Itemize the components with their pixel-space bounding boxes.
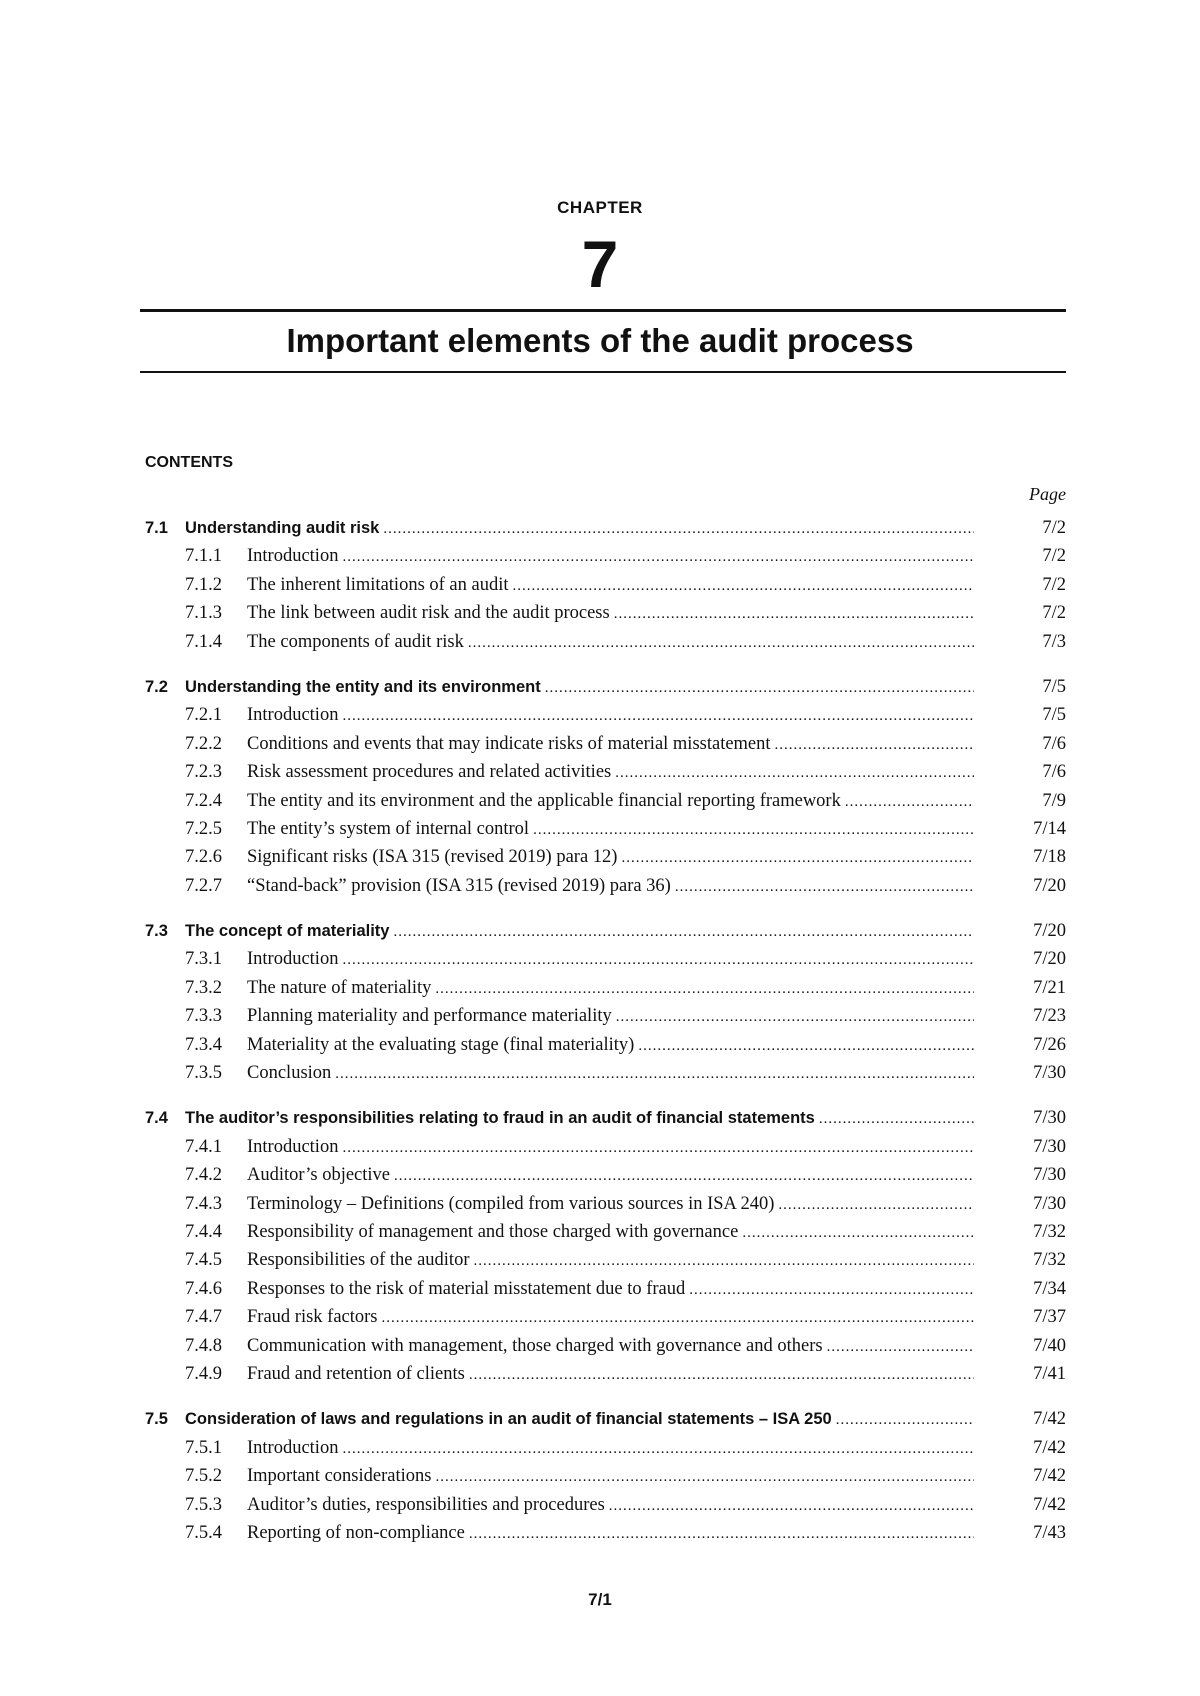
toc-section-number: 7.1 bbox=[145, 519, 168, 537]
toc-section-title: Consideration of laws and regulations in an audit of financial statements – ISA 250 bbox=[185, 1410, 832, 1429]
toc-subsection-row[interactable] bbox=[145, 1137, 1066, 1165]
toc-page-number: 7/43 bbox=[1033, 1522, 1066, 1543]
toc-subsection-row[interactable] bbox=[145, 1279, 1066, 1307]
dot-leader bbox=[513, 578, 974, 595]
dot-leader bbox=[342, 1140, 974, 1157]
toc-page-number: 7/6 bbox=[1042, 733, 1066, 754]
dot-leader bbox=[469, 1367, 974, 1384]
toc-page-number: 7/32 bbox=[1033, 1221, 1066, 1242]
toc-subsection-row[interactable] bbox=[145, 1495, 1066, 1523]
toc-subsection-number: 7.3.4 bbox=[185, 1034, 222, 1055]
dot-leader bbox=[819, 1111, 974, 1128]
toc-page-number: 7/5 bbox=[1042, 676, 1066, 697]
dot-leader bbox=[689, 1282, 974, 1299]
toc-page-number: 7/30 bbox=[1033, 1108, 1066, 1129]
toc-section bbox=[145, 921, 1066, 1091]
toc-subsection-title: Auditor’s objective bbox=[247, 1165, 391, 1186]
dot-leader bbox=[382, 1310, 975, 1327]
dot-leader bbox=[383, 521, 974, 538]
toc-page-number: 7/2 bbox=[1042, 546, 1066, 567]
toc-subsection-row[interactable] bbox=[145, 1250, 1066, 1278]
dot-leader bbox=[435, 1469, 974, 1486]
dot-leader bbox=[435, 981, 974, 998]
toc-subsection-title: Introduction bbox=[247, 705, 339, 726]
toc-section-title: Understanding the entity and its environment bbox=[185, 677, 541, 696]
dot-leader bbox=[342, 1441, 974, 1458]
toc-section-number: 7.4 bbox=[145, 1109, 168, 1128]
toc-page-number: 7/20 bbox=[1033, 875, 1066, 896]
toc-subsection-row[interactable] bbox=[145, 1336, 1066, 1364]
toc-page-number: 7/30 bbox=[1033, 1136, 1066, 1157]
toc-subsection-row[interactable] bbox=[145, 1006, 1066, 1034]
dot-leader bbox=[836, 1412, 974, 1429]
dot-leader bbox=[845, 794, 974, 811]
toc-page-number: 7/30 bbox=[1033, 1165, 1066, 1186]
toc-subsection-row[interactable] bbox=[145, 978, 1066, 1006]
toc-page-number: 7/18 bbox=[1033, 847, 1066, 868]
toc-subsection-title: Risk assessment procedures and related activities bbox=[247, 762, 612, 783]
toc-subsection-number: 7.1.3 bbox=[185, 603, 222, 624]
toc-subsection-title: Responses to the risk of material misstatement due to fraud bbox=[247, 1278, 686, 1299]
dot-leader bbox=[638, 1038, 974, 1055]
toc-subsection-title: Significant risks (ISA 315 (revised 2019) para 12) bbox=[247, 847, 618, 868]
toc-subsection-title: “Stand-back” provision (ISA 315 (revised 2019) para 36) bbox=[247, 875, 671, 896]
chapter-number: 7 bbox=[581, 227, 619, 301]
dot-leader bbox=[474, 1253, 975, 1270]
toc-subsection-title: Materiality at the evaluating stage (final materiality) bbox=[247, 1034, 635, 1055]
toc-page-number: 7/6 bbox=[1042, 762, 1066, 783]
toc-subsection-title: Introduction bbox=[247, 949, 339, 970]
toc-page-number: 7/9 bbox=[1042, 790, 1066, 811]
toc-subsection-number: 7.3.2 bbox=[185, 977, 222, 998]
toc-page-number: 7/37 bbox=[1033, 1307, 1066, 1328]
dot-leader bbox=[335, 1066, 974, 1083]
toc-page-number: 7/40 bbox=[1033, 1335, 1066, 1356]
dot-leader bbox=[609, 1498, 974, 1515]
toc-subsection-number: 7.2.7 bbox=[185, 875, 222, 896]
toc-subsection-number: 7.1.1 bbox=[185, 546, 222, 567]
toc-subsection-row[interactable] bbox=[145, 949, 1066, 977]
toc-subsection-number: 7.4.8 bbox=[185, 1335, 222, 1356]
toc-subsection-row[interactable] bbox=[145, 1194, 1066, 1222]
toc-subsection-title: Responsibilities of the auditor bbox=[247, 1250, 470, 1271]
page-column-label: Page bbox=[1029, 484, 1066, 504]
toc-subsection-number: 7.5.2 bbox=[185, 1466, 222, 1487]
toc-subsection-number: 7.3.1 bbox=[185, 949, 222, 970]
toc-subsection-title: Conditions and events that may indicate risks of material misstatement bbox=[247, 733, 771, 754]
toc-page-number: 7/42 bbox=[1033, 1466, 1066, 1487]
toc-subsection-row[interactable] bbox=[145, 1438, 1066, 1466]
toc-subsection-row[interactable] bbox=[145, 575, 1066, 603]
toc-subsection-row[interactable] bbox=[145, 791, 1066, 819]
toc-subsection-number: 7.2.6 bbox=[185, 847, 222, 868]
toc-subsection-number: 7.2.4 bbox=[185, 790, 222, 811]
dot-leader bbox=[778, 1197, 974, 1214]
toc-page-number: 7/34 bbox=[1033, 1278, 1066, 1299]
toc-subsection-number: 7.2.1 bbox=[185, 705, 222, 726]
toc-subsection-title: The components of audit risk bbox=[247, 631, 464, 652]
toc-subsection-title: Conclusion bbox=[247, 1063, 332, 1084]
toc-subsection-number: 7.4.5 bbox=[185, 1250, 222, 1271]
toc-subsection-title: Important considerations bbox=[247, 1466, 432, 1487]
dot-leader bbox=[742, 1225, 974, 1242]
chapter-label: CHAPTER bbox=[557, 198, 643, 217]
toc-subsection-row[interactable] bbox=[145, 705, 1066, 733]
toc-section-number: 7.2 bbox=[145, 677, 168, 696]
toc-subsection-title: Introduction bbox=[247, 1437, 339, 1458]
toc-section bbox=[145, 677, 1066, 904]
toc-subsection-title: The inherent limitations of an audit bbox=[247, 574, 509, 595]
toc-page-number: 7/42 bbox=[1033, 1494, 1066, 1515]
toc-section bbox=[145, 1409, 1066, 1551]
toc-subsection-number: 7.4.4 bbox=[185, 1221, 222, 1242]
toc-subsection-row[interactable] bbox=[145, 1035, 1066, 1063]
toc-subsection-number: 7.2.5 bbox=[185, 818, 222, 839]
toc-page-number: 7/42 bbox=[1033, 1409, 1066, 1430]
toc-subsection-number: 7.4.6 bbox=[185, 1278, 222, 1299]
table-of-contents bbox=[145, 518, 1066, 1568]
toc-subsection-number: 7.4.1 bbox=[185, 1136, 222, 1157]
toc-section-title: The auditor’s responsibilities relating to fraud in an audit of financial statements bbox=[185, 1109, 815, 1128]
toc-subsection-number: 7.4.7 bbox=[185, 1307, 222, 1328]
toc-subsection-row[interactable] bbox=[145, 1364, 1066, 1392]
toc-subsection-title: The link between audit risk and the audit process bbox=[247, 603, 610, 624]
toc-section-number: 7.3 bbox=[145, 922, 168, 941]
toc-section-row[interactable] bbox=[145, 1108, 1066, 1136]
toc-page-number: 7/30 bbox=[1033, 1063, 1066, 1084]
toc-subsection-number: 7.4.9 bbox=[185, 1363, 222, 1384]
toc-subsection-row[interactable] bbox=[145, 762, 1066, 790]
toc-subsection-row[interactable] bbox=[145, 819, 1066, 847]
toc-subsection-title: Introduction bbox=[247, 546, 339, 567]
dot-leader bbox=[342, 708, 974, 725]
dot-leader bbox=[621, 850, 974, 867]
toc-page-number: 7/20 bbox=[1033, 949, 1066, 970]
toc-subsection-title: Planning materiality and performance materiality bbox=[247, 1006, 612, 1027]
toc-subsection-title: Fraud risk factors bbox=[247, 1307, 378, 1328]
toc-subsection-title: Communication with management, those charged with governance and others bbox=[247, 1335, 823, 1356]
toc-subsection-row[interactable] bbox=[145, 546, 1066, 574]
toc-subsection-title: The entity’s system of internal control bbox=[247, 818, 530, 839]
dot-leader bbox=[468, 635, 974, 652]
toc-section bbox=[145, 518, 1066, 660]
toc-section-title: The concept of materiality bbox=[185, 922, 390, 941]
toc-subsection-row[interactable] bbox=[145, 1523, 1066, 1551]
dot-leader bbox=[393, 924, 974, 941]
toc-section-row[interactable] bbox=[145, 677, 1066, 705]
toc-subsection-row[interactable] bbox=[145, 1165, 1066, 1193]
toc-page-number: 7/30 bbox=[1033, 1193, 1066, 1214]
toc-subsection-title: The nature of materiality bbox=[247, 977, 432, 998]
toc-subsection-number: 7.5.4 bbox=[185, 1522, 222, 1543]
toc-page-number: 7/26 bbox=[1033, 1034, 1066, 1055]
toc-subsection-number: 7.3.3 bbox=[185, 1006, 222, 1027]
toc-subsection-row[interactable] bbox=[145, 1222, 1066, 1250]
toc-page-number: 7/20 bbox=[1033, 921, 1066, 942]
toc-page-number: 7/5 bbox=[1042, 705, 1066, 726]
dot-leader bbox=[675, 879, 974, 896]
toc-subsection-number: 7.5.1 bbox=[185, 1437, 222, 1458]
toc-subsection-number: 7.2.3 bbox=[185, 762, 222, 783]
chapter-title: Important elements of the audit process bbox=[286, 322, 914, 359]
toc-subsection-row[interactable] bbox=[145, 734, 1066, 762]
toc-subsection-title: The entity and its environment and the applicable financial reporting framework bbox=[247, 790, 841, 811]
dot-leader bbox=[827, 1339, 974, 1356]
toc-subsection-title: Auditor’s duties, responsibilities and procedures bbox=[247, 1494, 605, 1515]
dot-leader bbox=[545, 680, 974, 697]
toc-subsection-row[interactable] bbox=[145, 876, 1066, 904]
toc-section-number: 7.5 bbox=[145, 1410, 168, 1429]
toc-page-number: 7/2 bbox=[1042, 574, 1066, 595]
dot-leader bbox=[614, 606, 974, 623]
dot-leader bbox=[533, 822, 974, 839]
dot-leader bbox=[469, 1526, 974, 1543]
toc-section-title: Understanding audit risk bbox=[185, 519, 380, 537]
toc-subsection-number: 7.4.3 bbox=[185, 1193, 222, 1214]
toc-page-number: 7/21 bbox=[1033, 977, 1066, 998]
page-number-footer: 7/1 bbox=[588, 1590, 612, 1609]
toc-page-number: 7/23 bbox=[1033, 1006, 1066, 1027]
toc-page-number: 7/41 bbox=[1033, 1363, 1066, 1384]
toc-subsection-number: 7.1.4 bbox=[185, 631, 222, 652]
dot-leader bbox=[342, 549, 974, 566]
toc-page-number: 7/3 bbox=[1042, 631, 1066, 652]
dot-leader bbox=[615, 765, 974, 782]
dot-leader bbox=[775, 737, 974, 754]
toc-page-number: 7/14 bbox=[1033, 818, 1066, 839]
toc-page-number: 7/32 bbox=[1033, 1250, 1066, 1271]
toc-section-row[interactable] bbox=[145, 1409, 1066, 1437]
title-rule-top bbox=[140, 309, 1066, 312]
toc-subsection-title: Terminology – Definitions (compiled from various sources in ISA 240) bbox=[247, 1193, 775, 1214]
dot-leader bbox=[394, 1168, 974, 1185]
title-rule-bottom bbox=[140, 371, 1066, 373]
dot-leader bbox=[616, 1009, 974, 1026]
toc-page-number: 7/42 bbox=[1033, 1437, 1066, 1458]
toc-subsection-row[interactable] bbox=[145, 847, 1066, 875]
toc-subsection-row[interactable] bbox=[145, 1307, 1066, 1335]
toc-section-row[interactable] bbox=[145, 921, 1066, 949]
toc-section bbox=[145, 1108, 1066, 1392]
toc-subsection-title: Introduction bbox=[247, 1136, 339, 1157]
toc-page-number: 7/2 bbox=[1042, 518, 1066, 538]
toc-page-number: 7/2 bbox=[1042, 603, 1066, 624]
toc-subsection-title: Fraud and retention of clients bbox=[247, 1363, 465, 1384]
contents-heading: CONTENTS bbox=[145, 454, 233, 471]
toc-subsection-title: Reporting of non-compliance bbox=[247, 1522, 465, 1543]
toc-subsection-row[interactable] bbox=[145, 1466, 1066, 1494]
toc-subsection-title: Responsibility of management and those charged with governance bbox=[247, 1221, 739, 1242]
toc-subsection-number: 7.5.3 bbox=[185, 1494, 222, 1515]
toc-subsection-row[interactable] bbox=[145, 632, 1066, 660]
dot-leader bbox=[342, 952, 974, 969]
toc-section-row[interactable] bbox=[145, 518, 1066, 546]
toc-subsection-number: 7.4.2 bbox=[185, 1165, 222, 1186]
toc-subsection-number: 7.1.2 bbox=[185, 574, 222, 595]
toc-subsection-row[interactable] bbox=[145, 603, 1066, 631]
toc-subsection-number: 7.3.5 bbox=[185, 1063, 222, 1084]
toc-subsection-number: 7.2.2 bbox=[185, 733, 222, 754]
toc-subsection-row[interactable] bbox=[145, 1063, 1066, 1091]
